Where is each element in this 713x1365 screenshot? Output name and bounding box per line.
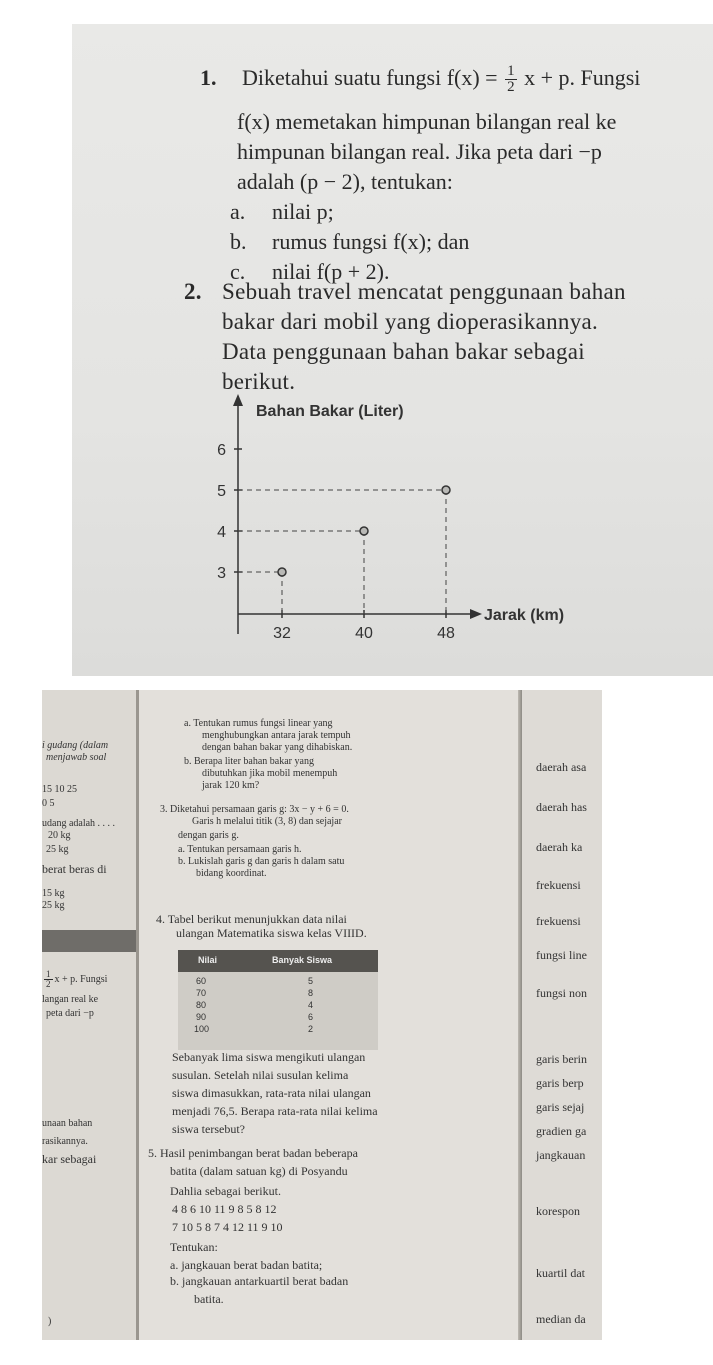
q-a-text: menghubungkan antara jarak tempuh xyxy=(202,730,351,741)
table-cell: 90 xyxy=(196,1012,207,1022)
left-text: kar sebagai xyxy=(42,1152,97,1166)
table-cell: 100 xyxy=(194,1024,210,1034)
q3-text: bidang koordinat. xyxy=(196,868,267,879)
glossary-item: garis sejaj xyxy=(536,1100,585,1114)
book-photo xyxy=(42,690,602,1340)
grades-table xyxy=(178,950,378,1050)
fraction: $\frac{1}{2}$ xyxy=(507,63,515,96)
q1-item-c: nilai f(p + 2). xyxy=(272,259,390,284)
left-text: berat beras di xyxy=(42,862,107,876)
x-axis-title: Jarak (km) xyxy=(484,607,565,624)
x-tick-label: 32 xyxy=(273,625,291,642)
table-header xyxy=(178,950,378,972)
glossary-item: fungsi line xyxy=(536,948,587,962)
q4-text: 4. Tabel berikut menunjukkan data nilai xyxy=(156,912,347,926)
worksheet-photo xyxy=(72,24,713,676)
data-point xyxy=(278,568,286,576)
table-cell: 6 xyxy=(308,1012,314,1022)
table-cell: 4 xyxy=(308,1000,314,1010)
q3-text: b. Lukislah garis g dan garis h dalam satu xyxy=(178,856,345,867)
q-b-text: jarak 120 km? xyxy=(202,780,260,791)
table-header-cell: Nilai xyxy=(198,955,218,965)
y-tick-label: 6 xyxy=(217,442,226,459)
q1-item-a-label: a. xyxy=(230,199,246,224)
glossary-item: gradien ga xyxy=(536,1124,587,1138)
table-cell: 5 xyxy=(308,976,314,986)
q1-line3: himpunan bilangan real. Jika peta dari −p xyxy=(237,139,602,164)
left-text: ) xyxy=(48,1316,52,1327)
q3-text: dengan garis g. xyxy=(178,830,239,841)
right-gutter xyxy=(518,690,522,1340)
q4-text: susulan. Setelah nilai susulan kelima xyxy=(172,1068,349,1082)
glossary-item: garis berp xyxy=(536,1076,584,1090)
q5-text: a. jangkauan berat badan batita; xyxy=(170,1258,323,1272)
glossary-item: frekuensi xyxy=(536,914,581,928)
left-text: 15 kg xyxy=(42,888,65,899)
q5-text: 5. Hasil penimbangan berat badan beberapa xyxy=(148,1146,358,1160)
left-text: langan real ke xyxy=(42,994,99,1005)
q-b-text: dibutuhkan jika mobil menempuh xyxy=(202,768,338,779)
q3-text: a. Tentukan persamaan garis h. xyxy=(178,844,302,855)
q1-line1: Diketahui suatu fungsi f(x) = $\frac{1}{2}$ x + p. Fungsi xyxy=(242,63,641,96)
data-row: 7 10 5 8 7 4 12 11 9 10 xyxy=(172,1220,283,1234)
q2-line4: berikut. xyxy=(222,369,296,394)
table-header-cell: Banyak Siswa xyxy=(272,955,333,965)
q2-line3: Data penggunaan bahan bakar sebagai xyxy=(222,339,586,364)
q1-item-c-label: c. xyxy=(230,259,246,284)
q4-text: ulangan Matematika siswa kelas VIIID. xyxy=(176,926,367,940)
q-a-text: a. Tentukan rumus fungsi linear yang xyxy=(184,718,333,729)
table-cell: 2 xyxy=(308,1024,314,1034)
y-tick-label: 5 xyxy=(217,483,226,500)
q5-text: b. jangkauan antarkuartil berat badan xyxy=(170,1274,349,1288)
y-tick-label: 4 xyxy=(217,524,226,541)
data-point xyxy=(360,527,368,535)
left-gutter xyxy=(136,690,139,1340)
q1-number: 1. xyxy=(200,65,217,90)
q5-text: Dahlia sebagai berikut. xyxy=(170,1184,281,1198)
glossary-item: median da xyxy=(536,1312,586,1326)
q3-text: Garis h melalui titik (3, 8) dan sejajar xyxy=(192,816,342,827)
table-cell: 70 xyxy=(196,988,207,998)
left-text: rasikannya. xyxy=(42,1136,88,1147)
left-text: $\frac{1}{2}$ x + p. Fungsi xyxy=(46,969,108,989)
data-point xyxy=(442,486,450,494)
left-text: i gudang (dalam xyxy=(42,740,109,751)
q2-number: 2. xyxy=(184,279,202,304)
left-text: menjawab soal xyxy=(46,752,107,763)
table-cell: 60 xyxy=(196,976,207,986)
glossary-item: daerah has xyxy=(536,800,587,814)
y-tick-label: 3 xyxy=(217,565,226,582)
left-text: 15 10 25 xyxy=(42,784,77,795)
left-heading-bar xyxy=(42,930,136,952)
q1-item-b-label: b. xyxy=(230,229,247,254)
q4-text: Sebanyak lima siswa mengikuti ulangan xyxy=(172,1050,366,1064)
glossary-item: daerah asa xyxy=(536,760,587,774)
q4-text: siswa dimasukkan, rata-rata nilai ulangan xyxy=(172,1086,371,1100)
q5-text: batita (dalam satuan kg) di Posyandu xyxy=(170,1164,348,1178)
left-text: 20 kg xyxy=(48,830,71,841)
q2-line2: bakar dari mobil yang dioperasikannya. xyxy=(222,309,599,334)
q-a-text: dengan bahan bakar yang dihabiskan. xyxy=(202,742,353,753)
left-text: peta dari −p xyxy=(46,1008,94,1019)
glossary-item: frekuensi xyxy=(536,878,581,892)
q1-item-b: rumus fungsi f(x); dan xyxy=(272,229,470,254)
left-text: 25 kg xyxy=(46,844,69,855)
q4-text: menjadi 76,5. Berapa rata-rata nilai kelima xyxy=(172,1104,378,1118)
q4-text: siswa tersebut? xyxy=(172,1122,245,1136)
left-text: 25 kg xyxy=(42,900,65,911)
q1-line2: f(x) memetakan himpunan bilangan real ke xyxy=(237,109,617,134)
right-page xyxy=(520,690,602,1340)
table-cell: 80 xyxy=(196,1000,207,1010)
glossary-item: korespon xyxy=(536,1204,580,1218)
glossary-item: fungsi non xyxy=(536,986,587,1000)
q5-text: batita. xyxy=(194,1292,224,1306)
data-row: 4 8 6 10 11 9 8 5 8 12 xyxy=(172,1202,277,1216)
x-tick-label: 48 xyxy=(437,625,455,642)
glossary-item: kuartil dat xyxy=(536,1266,585,1280)
q5-text: Tentukan: xyxy=(170,1240,218,1254)
x-tick-label: 40 xyxy=(355,625,373,642)
q1-item-a: nilai p; xyxy=(272,199,334,224)
left-text: 0 5 xyxy=(42,798,55,809)
q2-line1: Sebuah travel mencatat penggunaan bahan xyxy=(222,279,626,304)
glossary-item: garis berin xyxy=(536,1052,587,1066)
q1-line4: adalah (p − 2), tentukan: xyxy=(237,169,453,194)
y-axis-arrow xyxy=(233,394,243,406)
y-axis-title: Bahan Bakar (Liter) xyxy=(256,403,404,420)
table-cell: 8 xyxy=(308,988,314,998)
left-text: unaan bahan xyxy=(42,1118,93,1129)
glossary-item: daerah ka xyxy=(536,840,583,854)
fuel-distance-chart xyxy=(72,24,713,676)
glossary-item: jangkauan xyxy=(536,1148,586,1162)
q-b-text: b. Berapa liter bahan bakar yang xyxy=(184,756,314,767)
x-axis-arrow xyxy=(470,609,482,619)
q3-text: 3. Diketahui persamaan garis g: 3x − y + 6 = 0. xyxy=(160,804,349,815)
left-text: udang adalah . . . . xyxy=(42,818,116,829)
